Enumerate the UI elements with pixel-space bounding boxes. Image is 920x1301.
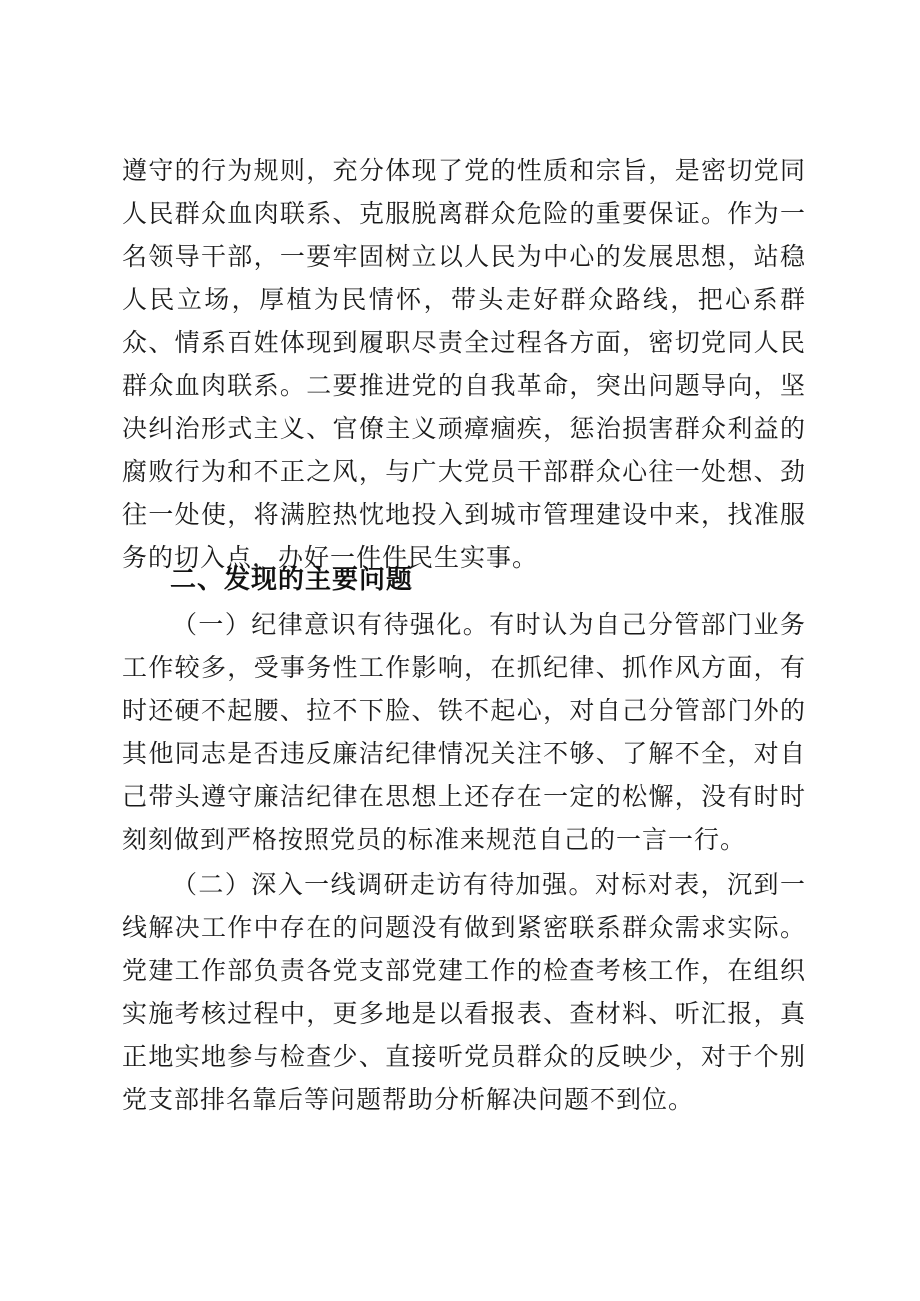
body-paragraph-3: （二）深入一线调研走访有待加强。对标对表，沉到一线解决工作中存在的问题没有做到紧密联系群众需求实际。党建工作部负责各党支部党建工作的检查考核工作，在组织实施考核过程中，更多地是以看报表、查材料、听汇报，真正地实地参与检查少、直接听党员群众的反映少，对于个别党支部排名靠后等问题帮助分析解决问题不到位。 bbox=[122, 870, 806, 1114]
section-heading: 二、发现的主要问题 bbox=[170, 565, 414, 595]
body-paragraph-1: 遵守的行为规则，充分体现了党的性质和宗旨，是密切党同人民群众血肉联系、克服脱离群众危险的重要保证。作为一名领导干部，一要牢固树立以人民为中心的发展思想，站稳人民立场，厚植为民情怀，带头走好群众路线，把心系群众、情系百姓体现到履职尽责全过程各方面，密切党同人民群众血肉联系。二要推进党的自我革命，突出问题导向，坚决纠治形式主义、官僚主义顽瘴痼疾，惩治损害群众利益的腐败行为和不正之风，与广大党员干部群众心往一处想、劲往一处使，将满腔热忱地投入到城市管理建设中来，找准服务的切入点，办好一件件民生实事。 bbox=[122, 156, 806, 572]
body-paragraph-2: （一）纪律意识有待强化。有时认为自己分管部门业务工作较多，受事务性工作影响，在抓纪律、抓作风方面，有时还硬不起腰、拉不下脸、铁不起心，对自己分管部门外的其他同志是否违反廉洁纪律情况关注不够、了解不全，对自己带头遵守廉洁纪律在思想上还存在一定的松懈，没有时时刻刻做到严格按照党员的标准来规范自己的一言一行。 bbox=[122, 610, 806, 854]
